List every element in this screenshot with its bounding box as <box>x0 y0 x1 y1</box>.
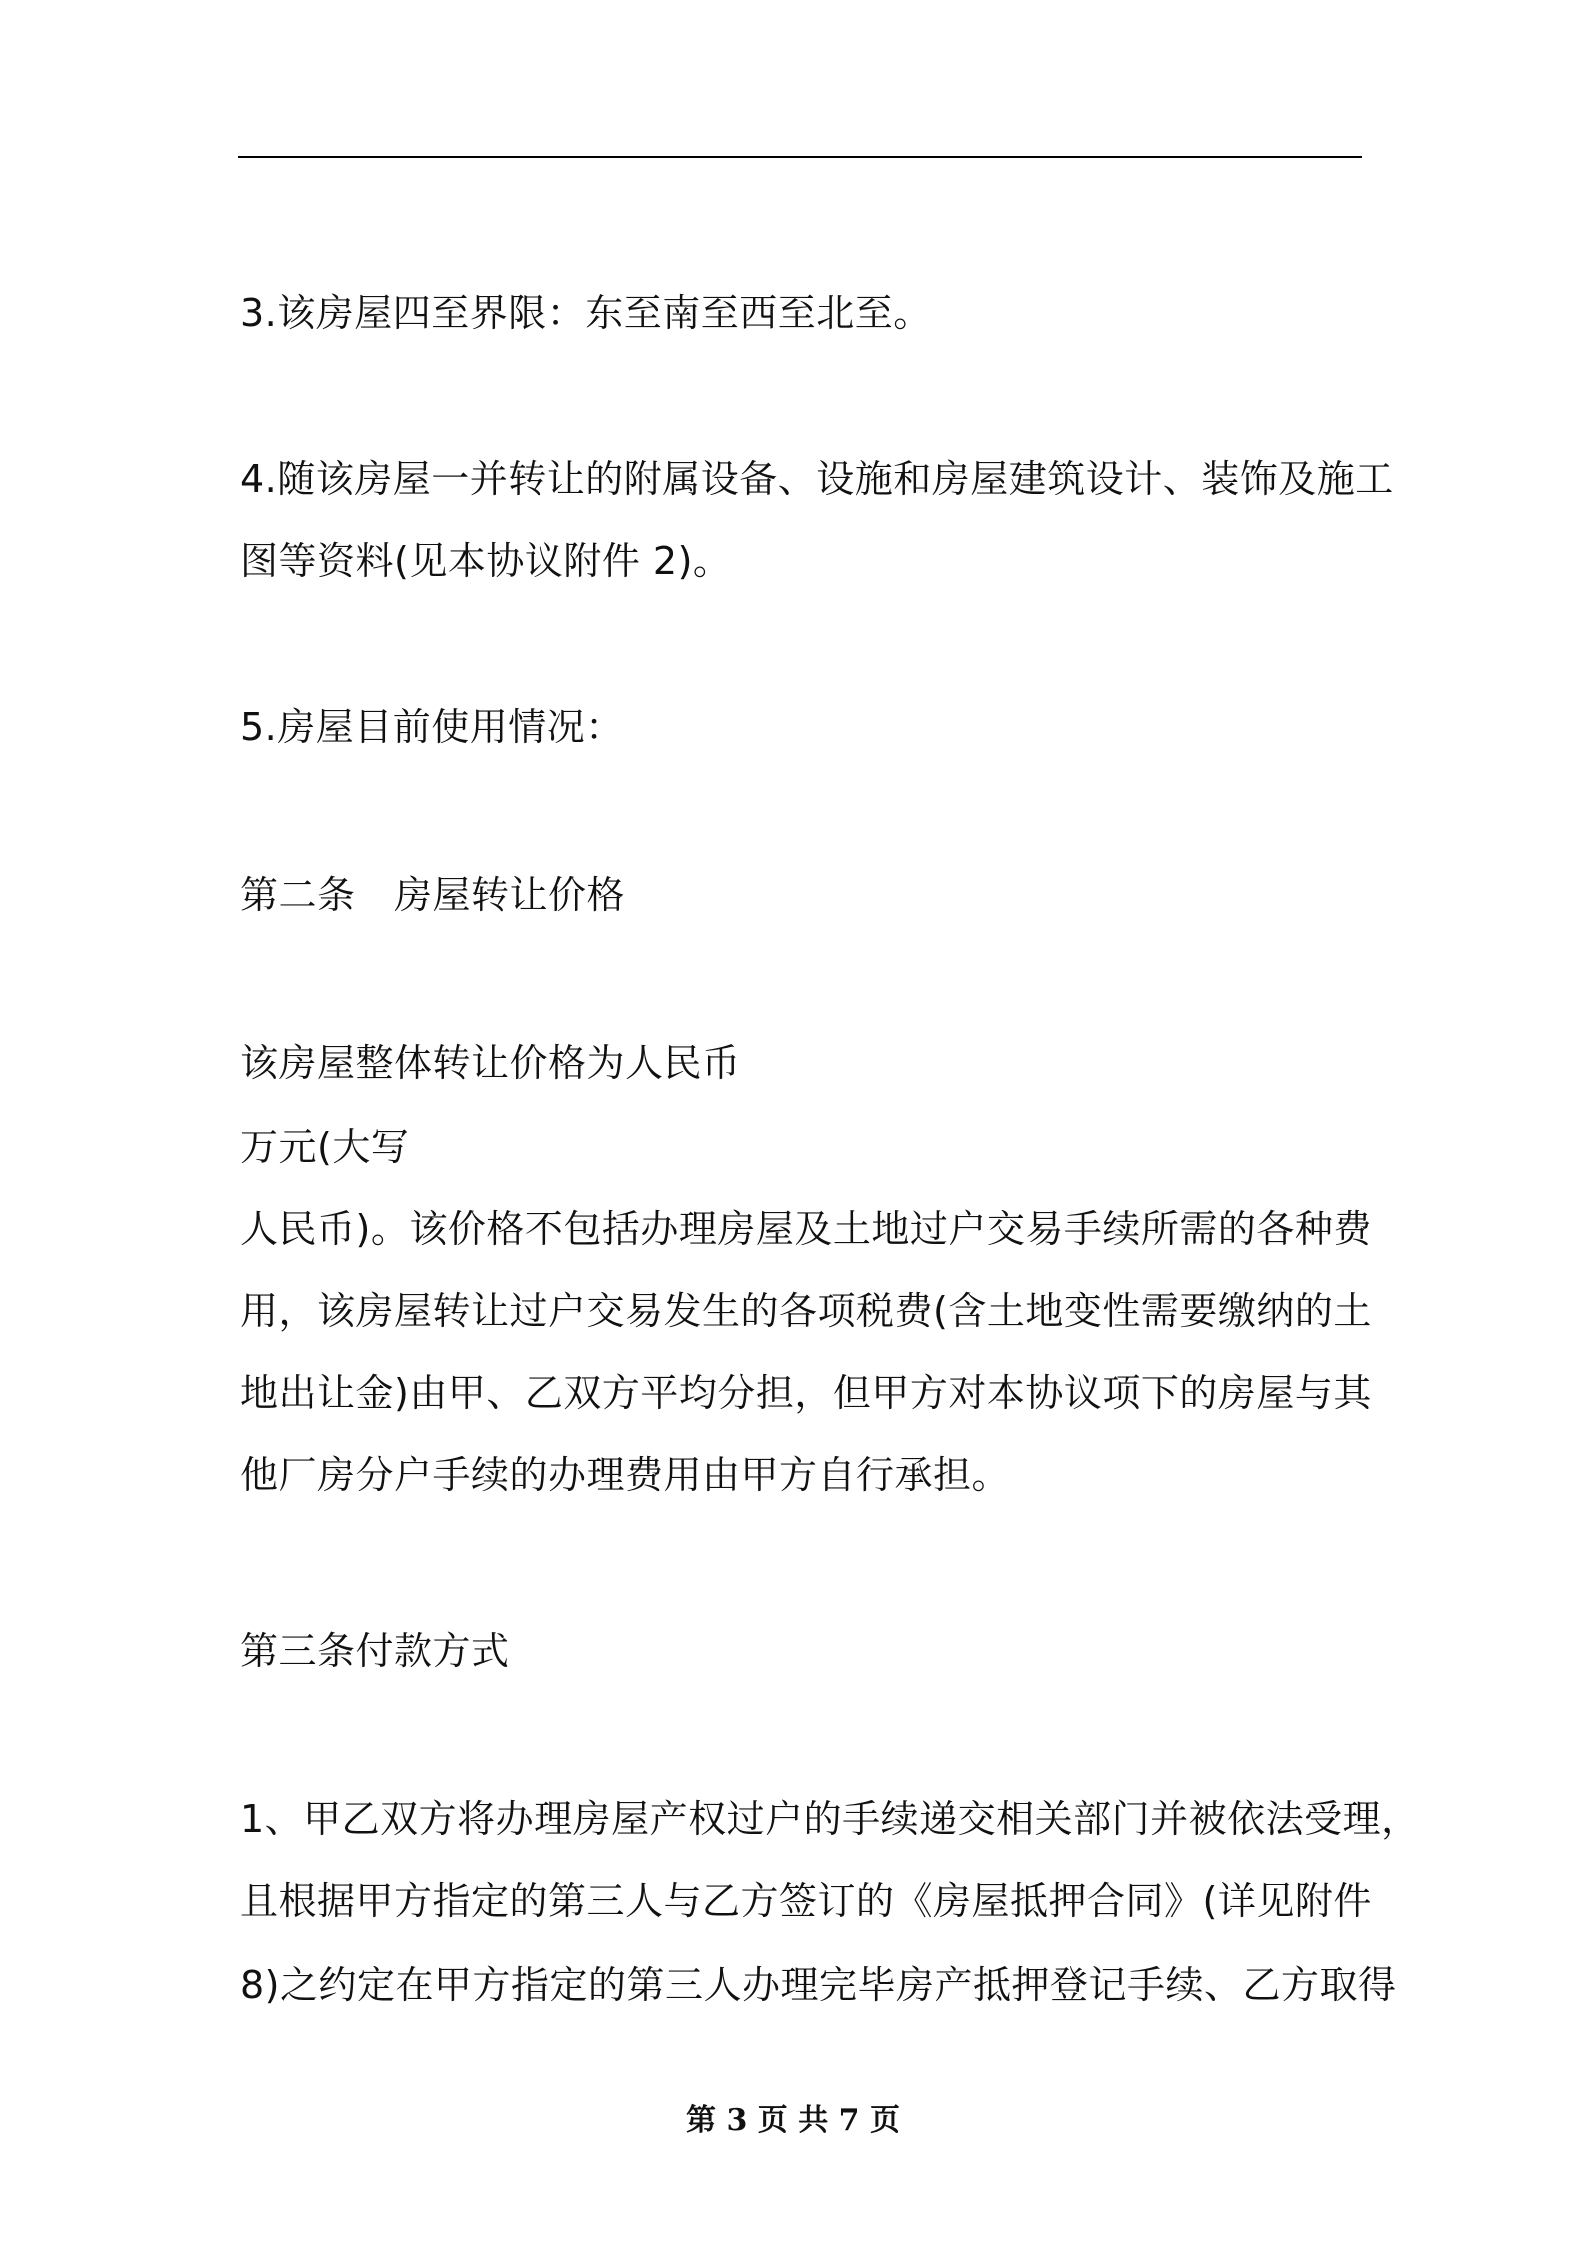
clause-line: 该房屋整体转让价格为人民币 <box>240 1041 741 1085</box>
clause-line: 图等资料(见本协议附件 2)。 <box>240 539 732 583</box>
clause-line: 用，该房屋转让过户交易发生的各项税费(含土地变性需要缴纳的土 <box>240 1289 1372 1333</box>
clause-line: 他厂房分户手续的办理费用由甲方自行承担。 <box>240 1453 1011 1497</box>
clause-line: 人民币)。该价格不包括办理房屋及土地过户交易手续所需的各种费 <box>240 1207 1372 1251</box>
clause-line: 8)之约定在甲方指定的第三人办理完毕房产抵押登记手续、乙方取得 <box>240 1963 1397 2007</box>
clause-line: 地出让金)由甲、乙双方平均分担，但甲方对本协议项下的房屋与其 <box>240 1371 1372 1415</box>
clause-line: 1、甲乙双方将办理房屋产权过户的手续递交相关部门并被依法受理， <box>240 1797 1420 1841</box>
clause-line: 且根据甲方指定的第三人与乙方签订的《房屋抵押合同》(详见附件 <box>240 1879 1372 1923</box>
clause-line: 5.房屋目前使用情况： <box>240 705 624 749</box>
clause-line: 4.随该房屋一并转让的附属设备、设施和房屋建筑设计、装饰及施工 <box>240 457 1394 501</box>
section-heading: 第二条 房屋转让价格 <box>240 873 626 917</box>
header-rule <box>238 156 1362 158</box>
page-number: 第 3 页 共 7 页 <box>686 2103 900 2138</box>
clause-line: 3.该房屋四至界限：东至南至西至北至。 <box>240 291 932 335</box>
section-heading: 第三条付款方式 <box>240 1629 510 1673</box>
clause-line: 万元(大写 <box>240 1125 410 1169</box>
